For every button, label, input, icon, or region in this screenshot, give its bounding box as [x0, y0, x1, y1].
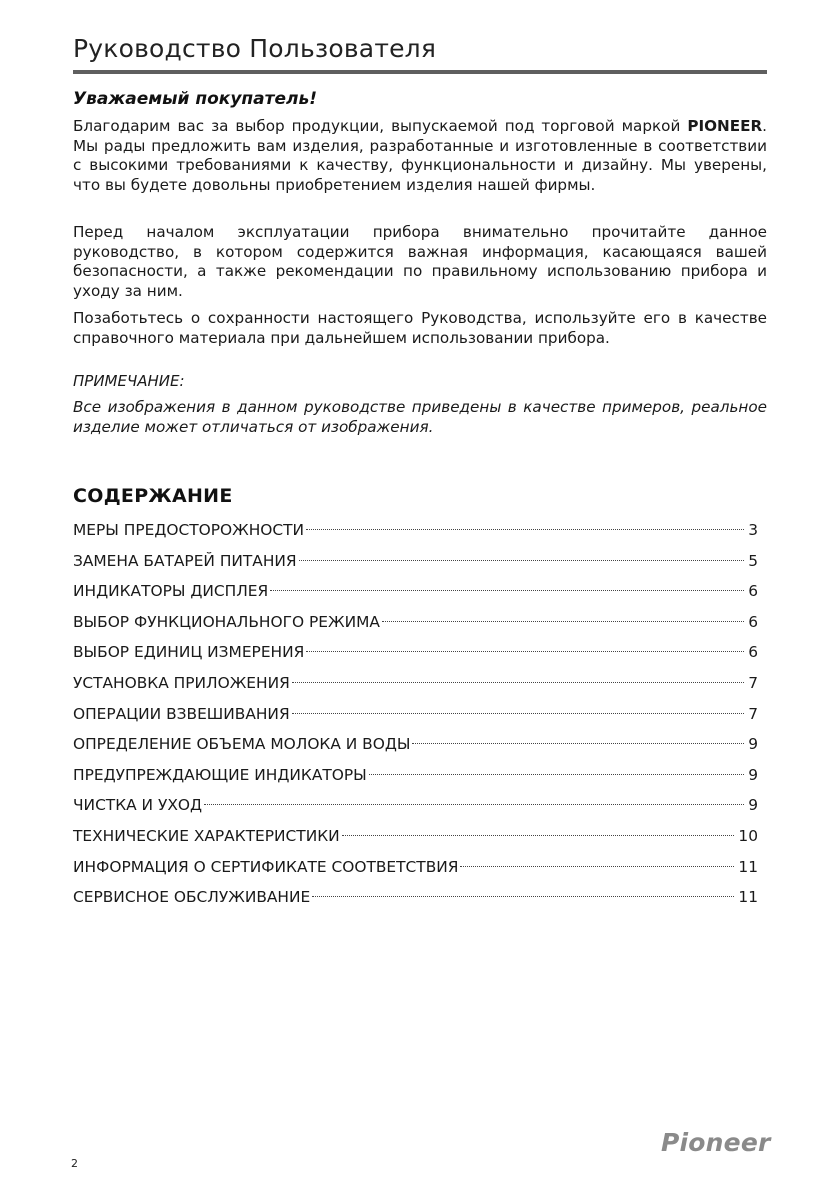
- toc-item-label: ИНДИКАТОРЫ ДИСПЛЕЯ: [73, 582, 269, 601]
- toc-item-page: 11: [738, 857, 758, 876]
- pioneer-logo: Pioneer: [661, 1128, 771, 1157]
- intro-paragraph-2: Перед началом эксплуатации прибора внимательно прочитайте данное руководство, в котором содержится важная информация, касающаяся вашей безопасности, а также рекомендации по правильному использованию прибора и уходу за ним.: [73, 223, 767, 300]
- note-text: Все изображения в данном руководстве приведены в качестве примеров, реальное изделие может отличаться от изображения.: [73, 398, 767, 436]
- intro-paragraph-1-start: Благодарим вас за выбор продукции, выпускаемой под торговой маркой: [73, 117, 688, 135]
- toc-item[interactable]: [73, 821, 758, 852]
- toc-item-label: ТЕХНИЧЕСКИЕ ХАРАКТЕРИСТИКИ: [73, 826, 340, 845]
- toc-item[interactable]: [73, 699, 758, 730]
- brand-name: PIONEER: [687, 117, 763, 135]
- toc-item-label: ОПРЕДЕЛЕНИЕ ОБЪЕМА МОЛОКА И ВОДЫ: [73, 735, 411, 754]
- toc-item[interactable]: [73, 852, 758, 883]
- greeting-heading: Уважаемый покупатель!: [73, 89, 317, 109]
- toc-item-label: ОПЕРАЦИИ ВЗВЕШИВАНИЯ: [73, 704, 290, 723]
- toc-dot-leader: [412, 743, 744, 744]
- toc-item-page: 3: [748, 521, 758, 539]
- toc-item-page: 9: [748, 765, 758, 784]
- toc-dot-leader: [312, 896, 734, 897]
- note-label: ПРИМЕЧАНИЕ:: [73, 372, 185, 390]
- toc-item-page: 11: [738, 888, 758, 907]
- toc-item-label: МЕРЫ ПРЕДОСТОРОЖНОСТИ: [73, 521, 305, 539]
- intro-paragraph-1: [73, 117, 767, 195]
- toc-item-page: 6: [748, 582, 758, 601]
- toc-item-label: ВЫБОР ЕДИНИЦ ИЗМЕРЕНИЯ: [73, 643, 305, 662]
- toc-dot-leader: [382, 621, 744, 622]
- toc-dot-leader: [292, 682, 744, 683]
- toc-dot-leader: [369, 774, 744, 775]
- header-divider: [73, 70, 767, 74]
- toc-item-page: 6: [748, 612, 758, 631]
- intro-paragraph-3: Позаботьтесь о сохранности настоящего Руководства, используйте его в качестве справочного материала при дальнейшем использовании прибора.: [73, 309, 767, 347]
- toc-dot-leader: [306, 529, 744, 530]
- toc-item-label: ПРЕДУПРЕЖДАЮЩИЕ ИНДИКАТОРЫ: [73, 765, 367, 784]
- toc-dot-leader: [299, 560, 744, 561]
- toc-dot-leader: [292, 713, 744, 714]
- toc-item[interactable]: [73, 790, 758, 821]
- toc-item[interactable]: [73, 607, 758, 638]
- toc-item[interactable]: [73, 515, 758, 546]
- toc-title: СОДЕРЖАНИЕ: [73, 485, 233, 507]
- toc-item-label: ЧИСТКА И УХОД: [73, 796, 203, 815]
- toc-item-label: СЕРВИСНОЕ ОБСЛУЖИВАНИЕ: [73, 888, 311, 907]
- table-of-contents: [73, 515, 758, 913]
- toc-dot-leader: [342, 835, 735, 836]
- toc-item-page: 6: [748, 643, 758, 662]
- toc-item[interactable]: [73, 668, 758, 699]
- page-number: 2: [71, 1157, 78, 1170]
- toc-item[interactable]: [73, 637, 758, 668]
- toc-item-page: 9: [748, 735, 758, 754]
- toc-item-page: 10: [738, 826, 758, 845]
- toc-item-page: 7: [748, 673, 758, 692]
- toc-dot-leader: [270, 590, 744, 591]
- intro-paragraph-1-end: . Мы рады предложить вам изделия, разработанные и изготовленные в соответствии с высокими требованиями к качеству, функциональности и дизайну. Мы уверены, что вы будете довольны приобретением изделия нашей фирмы.: [73, 117, 767, 194]
- toc-item-page: 7: [748, 704, 758, 723]
- toc-dot-leader: [460, 866, 734, 867]
- toc-item-page: 9: [748, 796, 758, 815]
- toc-dot-leader: [306, 651, 744, 652]
- toc-item[interactable]: [73, 882, 758, 913]
- page-title: Руководство Пользователя: [73, 34, 437, 63]
- toc-item[interactable]: [73, 729, 758, 760]
- toc-item[interactable]: [73, 576, 758, 607]
- toc-item-label: УСТАНОВКА ПРИЛОЖЕНИЯ: [73, 673, 290, 692]
- toc-item-label: ВЫБОР ФУНКЦИОНАЛЬНОГО РЕЖИМА: [73, 612, 380, 631]
- toc-dot-leader: [204, 804, 744, 805]
- toc-item-label: ИНФОРМАЦИЯ О СЕРТИФИКАТЕ СООТВЕТСТВИЯ: [73, 857, 459, 876]
- toc-item[interactable]: [73, 546, 758, 577]
- toc-item[interactable]: [73, 760, 758, 791]
- toc-item-page: 5: [748, 551, 758, 570]
- toc-item-label: ЗАМЕНА БАТАРЕЙ ПИТАНИЯ: [73, 551, 297, 570]
